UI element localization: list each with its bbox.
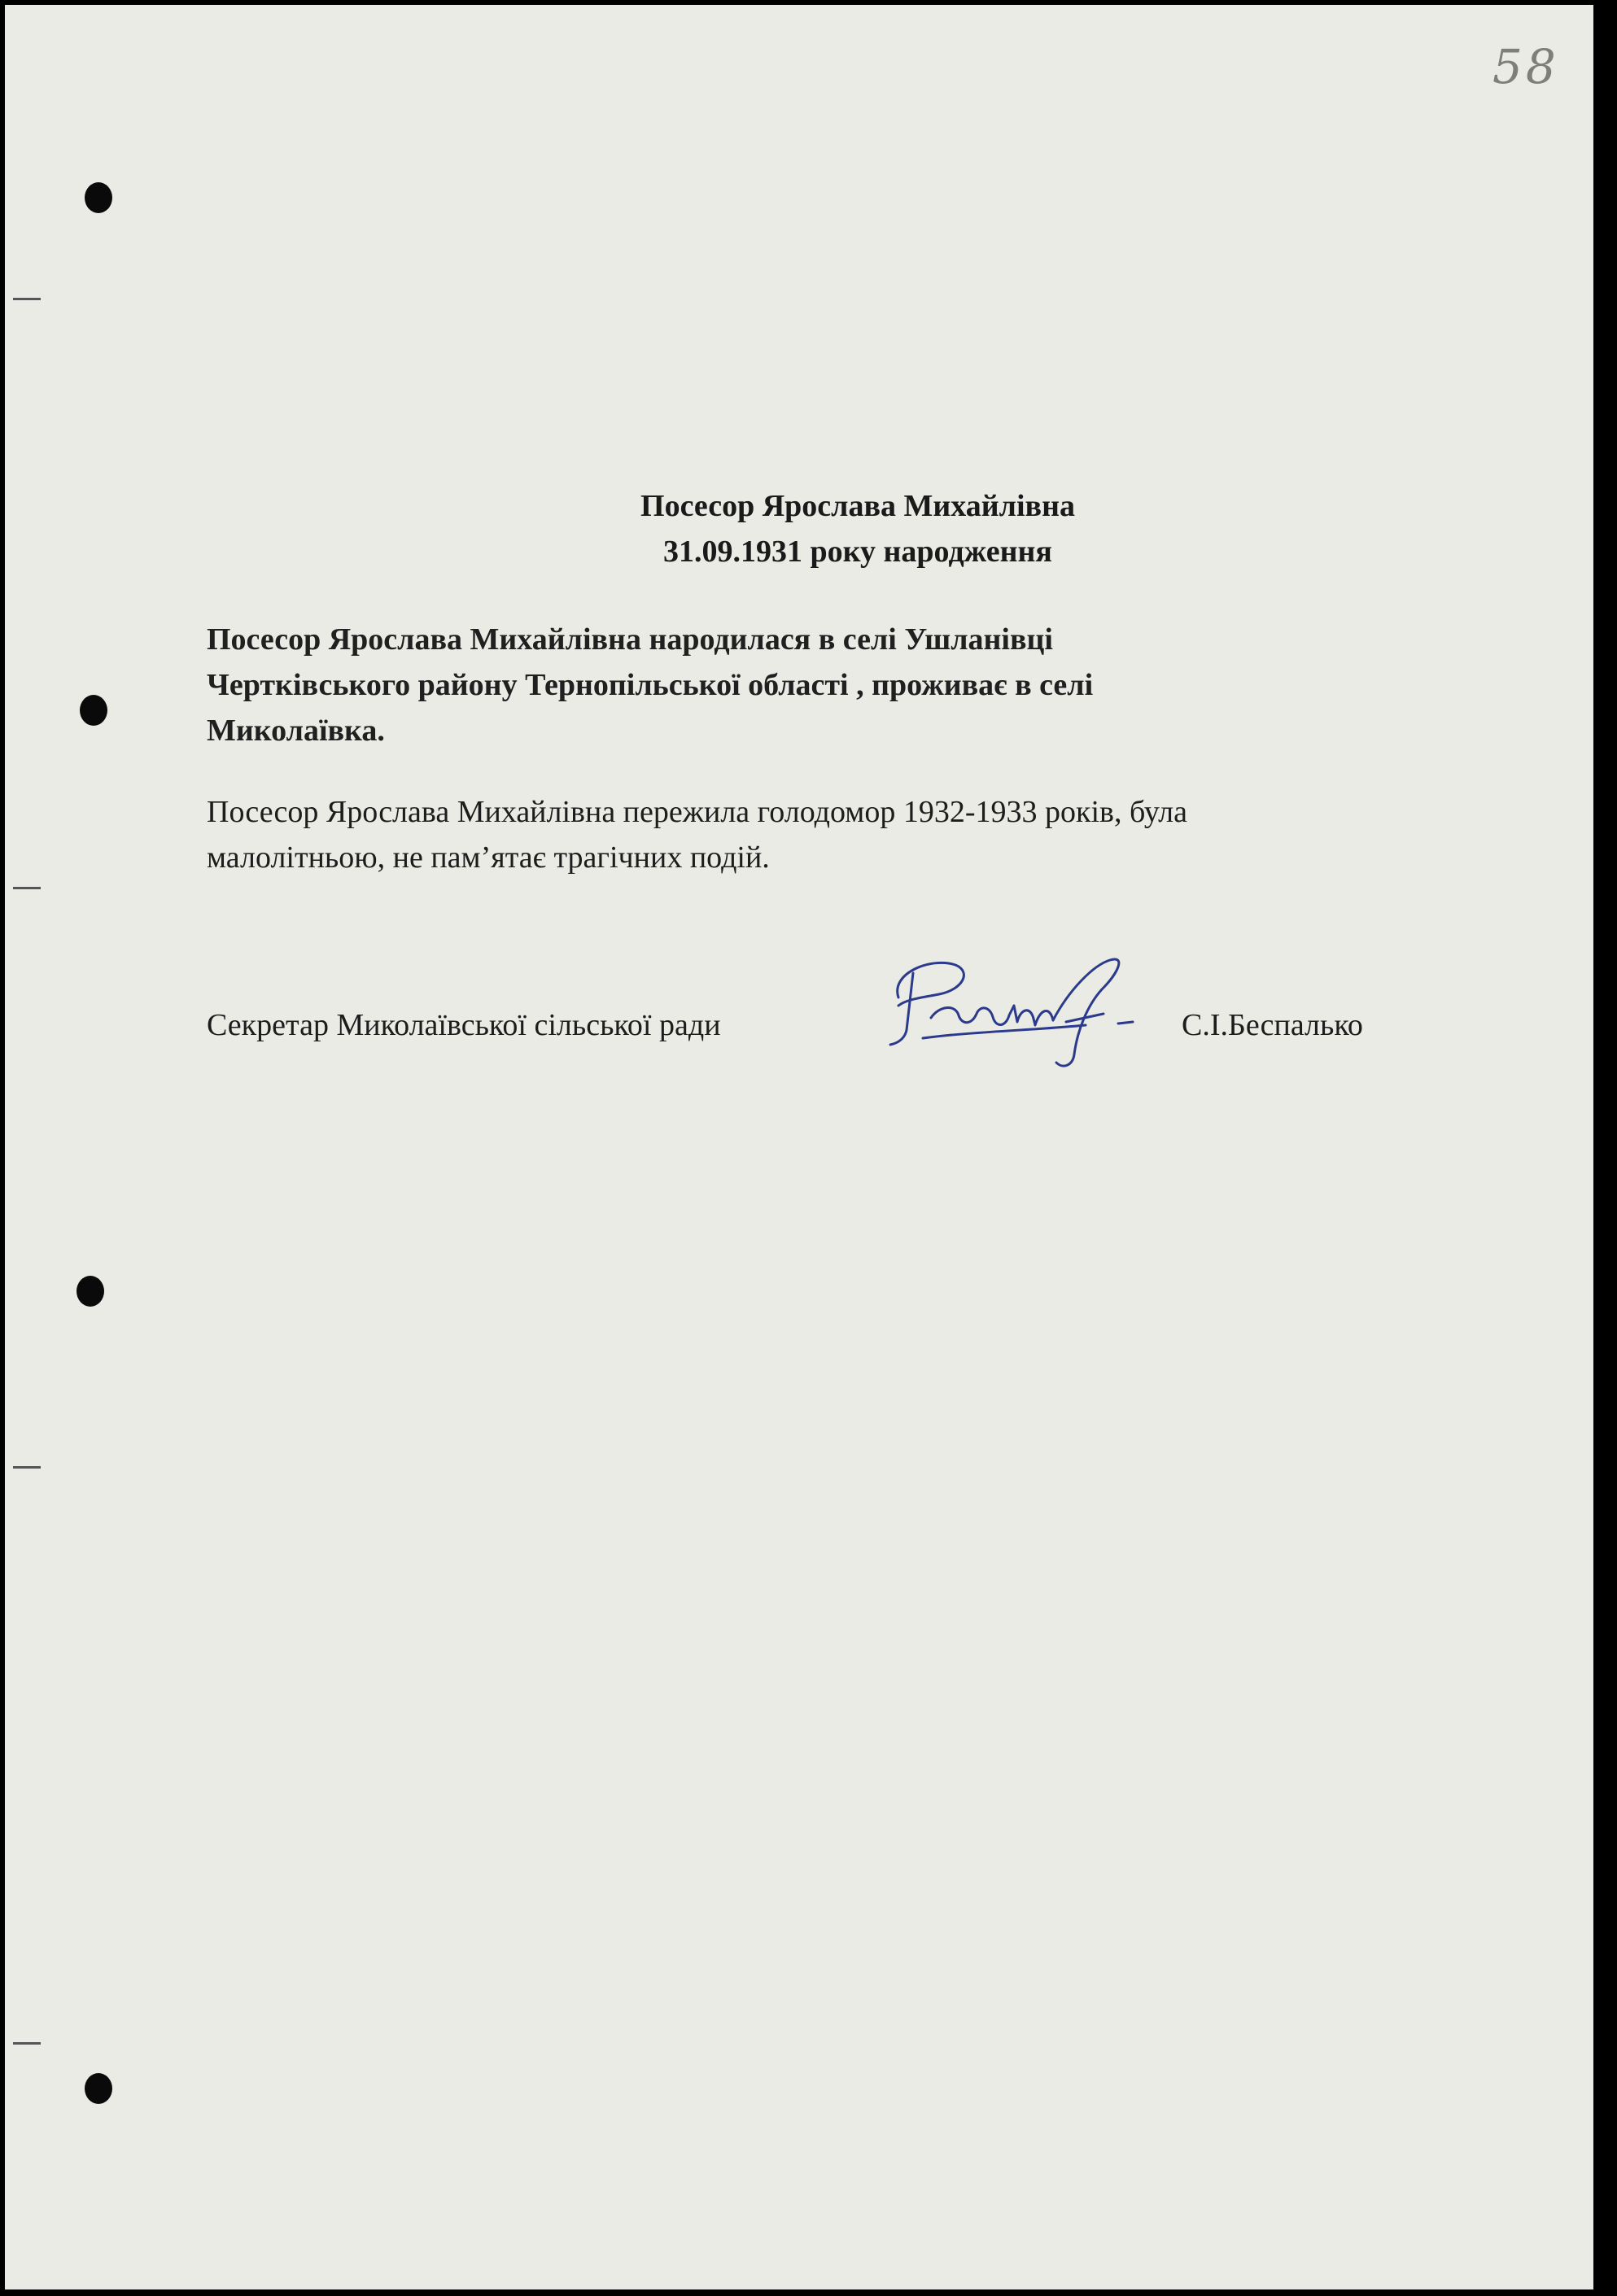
heading-name: Посесор Ярослава Михайлівна [640,489,1075,523]
margin-mark-4 [13,2042,41,2045]
signer-position: Секретар Миколаївської сільської ради [207,1008,721,1042]
punch-hole-3 [76,1276,104,1307]
paragraph-1-line-3: Миколаївка. [207,714,385,748]
margin-mark-3 [13,1466,41,1469]
page-number: 58 [1492,39,1559,94]
paragraph-2 [207,789,1476,880]
punch-hole-2 [80,695,107,726]
document-page [5,5,1593,2289]
punch-hole-4 [85,2073,112,2104]
margin-mark-2 [13,887,41,889]
heading-birth: 31.09.1931 року народження [663,535,1052,569]
paragraph-2-line-2: малолітньою, не пам’ятає трагічних подій. [207,840,770,875]
paragraph-1-line-2: Чертківського району Тернопільської області , проживає в селі [207,668,1094,702]
margin-mark-1 [13,298,41,300]
paragraph-1-line-1: Посесор Ярослава Михайлівна народилася в селі Ушланівці [207,622,1053,657]
punch-hole-1 [85,182,112,213]
signer-name: С.І.Беспалько [1182,1008,1363,1042]
handwritten-signature [874,941,1151,1079]
paragraph-2-line-1: Посесор Ярослава Михайлівна пережила голодомор 1932-1933 років, була [207,795,1187,829]
paragraph-1 [207,617,1476,753]
